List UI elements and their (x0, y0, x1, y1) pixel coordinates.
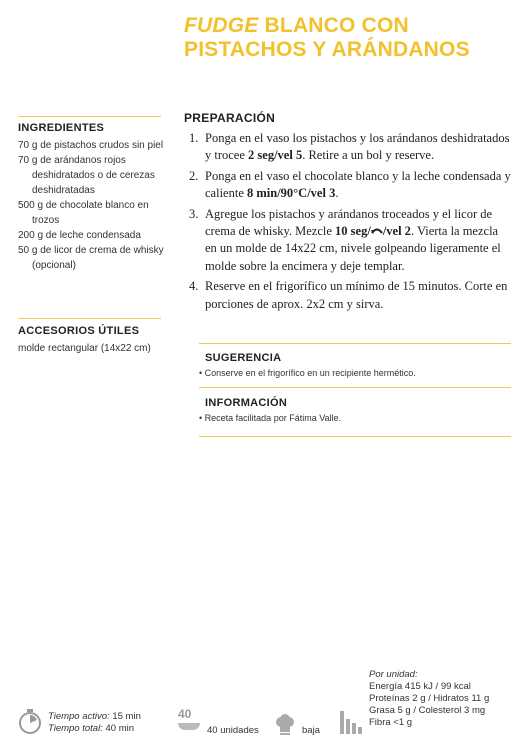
information-bottom-rule (199, 436, 511, 437)
step-text: Reserve en el frigorífico un mínimo de 15 minutos. Corte en porciones de aprox. 2x2 cm y sirva. (205, 279, 508, 311)
reverse-rotation-icon (371, 227, 383, 236)
ingredient-item: 200 g de leche condensada (18, 230, 141, 241)
accessories-top-rule (18, 318, 161, 319)
title-italic-word: FUDGE (184, 14, 259, 37)
nutrition-info (369, 669, 519, 729)
nutrition-line: Grasa 5 g / Colesterol 3 mg (369, 705, 486, 716)
nutrition-line: Fibra <1 g (369, 717, 413, 728)
recipe-title (184, 14, 524, 62)
ingredient-item: 50 g de licor de crema de whisky (opcional) (18, 245, 164, 271)
servings-icon (178, 707, 202, 730)
step-text-end: . Retire a un bol y reserve. (302, 148, 435, 163)
nutrition-bars-icon (339, 709, 363, 735)
time-info (48, 711, 141, 735)
step-setting: 10 seg/ (335, 224, 371, 239)
ingredient-item: 500 g de chocolate blanco en trozos (18, 200, 149, 226)
ingredients-list (18, 138, 168, 273)
suggestion-bottom-rule (199, 387, 511, 388)
per-unit-label: Por unidad: (369, 669, 418, 680)
step-number: 2. (189, 168, 199, 183)
step-number: 3. (189, 206, 199, 221)
step-text: Ponga en el vaso los pistachos y los arándanos deshidratados y trocee (205, 131, 510, 163)
ingredients-heading: INGREDIENTES (18, 122, 105, 134)
nutrition-line: Energía 415 kJ / 99 kcal (369, 681, 471, 692)
ingredients-top-rule (18, 116, 161, 117)
step-text: Agregue los pistachos y arándanos troceados y el licor de crema de whisky. Mezcle (205, 206, 493, 239)
step-number: 4. (189, 279, 199, 294)
preparation-step (189, 206, 511, 276)
step-setting: 8 min/90°C/vel 3 (247, 186, 336, 201)
preparation-heading: PREPARACIÓN (184, 111, 276, 125)
nutrition-line: Proteínas 2 g / Hidratos 11 g (369, 693, 490, 704)
step-text-end: . Vierta la mezcla en un molde de 14x22 cm, nivele golpeando ligeramente el molde sobre la encimera y deje templar. (205, 224, 501, 273)
information-text: • Receta facilitada por Fátima Valle. (199, 413, 342, 423)
accessories-text: molde rectangular (14x22 cm) (18, 343, 151, 354)
preparation-step (189, 278, 511, 313)
suggestion-top-rule (199, 343, 511, 344)
suggestion-heading: SUGERENCIA (205, 352, 282, 364)
preparation-steps (189, 130, 511, 316)
accessories-heading: ACCESORIOS ÚTILES (18, 325, 140, 337)
ingredient-item: 70 g de pistachos crudos sin piel (18, 140, 164, 151)
ingredient-item: 70 g de arándanos rojos deshidratados o de cerezas deshidratadas (18, 155, 155, 196)
active-time-value: 15 min (112, 711, 141, 722)
servings-label: 40 unidades (207, 725, 259, 736)
preparation-step (189, 130, 511, 165)
timer-icon (18, 709, 42, 735)
preparation-step (189, 168, 511, 203)
information-heading: INFORMACIÓN (205, 397, 288, 409)
suggestion-text: • Conserve en el frigorífico en un recipiente hermético. (199, 368, 416, 378)
servings-number: 40 (178, 707, 192, 721)
step-setting-end: /vel 2 (382, 224, 411, 239)
title-line2: PISTACHOS Y ARÁNDANOS (184, 38, 470, 61)
total-time-value: 40 min (105, 723, 134, 734)
chef-hat-icon (275, 714, 295, 736)
step-text-end: . (335, 186, 339, 201)
total-time-label: Tiempo total: (48, 723, 103, 734)
title-line1-rest: BLANCO CON (264, 14, 409, 37)
step-number: 1. (189, 131, 199, 145)
active-time-label: Tiempo activo: (48, 711, 110, 722)
step-text: Ponga en el vaso el chocolate blanco y la leche condensada y caliente (205, 168, 511, 201)
step-setting: 2 seg/vel 5 (248, 148, 303, 163)
difficulty-label: baja (302, 725, 320, 736)
